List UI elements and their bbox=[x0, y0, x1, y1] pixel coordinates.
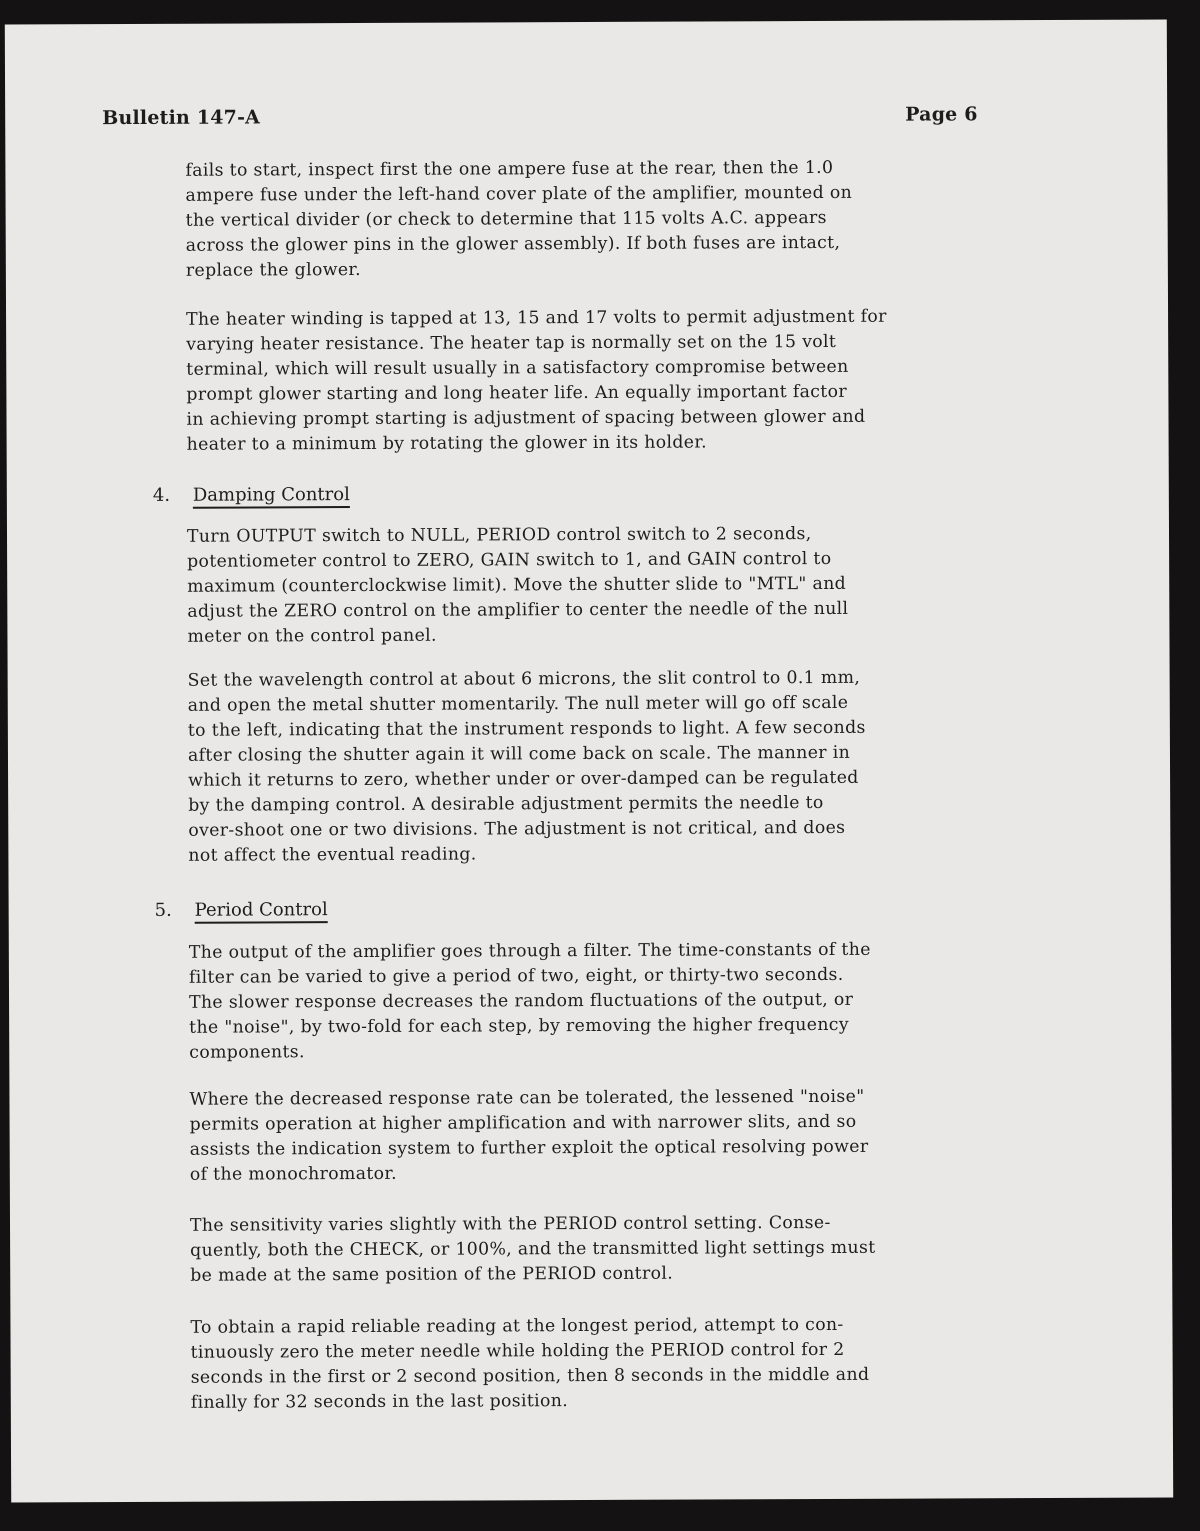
paragraph-wavelength-setting bbox=[188, 665, 1069, 869]
text-line: seconds in the first or 2 second position, then 8 seconds in the middle and bbox=[190, 1364, 870, 1388]
text-line: permits operation at higher amplification and with narrower slits, and so bbox=[189, 1111, 857, 1135]
text-line: quently, both the CHECK, or 100%, and the transmitted light settings must bbox=[190, 1237, 876, 1261]
section-heading-damping-control bbox=[153, 482, 350, 508]
text-line: Where the decreased response rate can be tolerated, the lessened "noise" bbox=[189, 1086, 865, 1110]
text-line: be made at the same position of the PERIOD control. bbox=[190, 1263, 674, 1286]
text-line: assists the indication system to further exploit the optical resolving power bbox=[189, 1136, 869, 1160]
text-line: The output of the amplifier goes through a filter. The time-constants of the bbox=[188, 939, 871, 963]
paragraph-filter-output bbox=[189, 937, 1070, 1066]
paragraph-rapid-reading bbox=[190, 1312, 1070, 1416]
scanned-page bbox=[5, 19, 1173, 1502]
text-line: Turn OUTPUT switch to NULL, PERIOD control switch to 2 seconds, bbox=[186, 524, 812, 547]
text-line: To obtain a rapid reliable reading at the longest period, attempt to con- bbox=[190, 1314, 844, 1338]
text-line: the "noise", by two-fold for each step, by removing the higher frequency bbox=[189, 1014, 849, 1038]
section-heading-period-control bbox=[155, 897, 328, 923]
page-number: Page 6 bbox=[905, 103, 978, 126]
text-line: by the damping control. A desirable adjustment permits the needle to bbox=[188, 792, 824, 816]
text-line: heater to a minimum by rotating the glower in its holder. bbox=[186, 432, 707, 455]
text-line: terminal, which will result usually in a satisfactory compromise between bbox=[186, 356, 849, 380]
text-line: prompt glower starting and long heater life. An equally important factor bbox=[186, 381, 847, 405]
text-line: not affect the eventual reading. bbox=[188, 844, 477, 866]
text-line: The sensitivity varies slightly with the PERIOD control setting. Conse- bbox=[189, 1212, 831, 1236]
section-number: 4. bbox=[152, 484, 171, 506]
paragraph-damping-setup bbox=[187, 521, 1068, 650]
paragraph-sensitivity bbox=[190, 1210, 1070, 1289]
text-line: fails to start, inspect first the one ampere fuse at the rear, then the 1.0 bbox=[185, 157, 834, 181]
text-line: maximum (counterclockwise limit). Move the shutter slide to "MTL" and bbox=[187, 573, 847, 597]
bulletin-number: Bulletin 147-A bbox=[102, 106, 261, 130]
text-line: meter on the control panel. bbox=[187, 625, 437, 647]
text-line: tinuously zero the meter needle while holding the PERIOD control for 2 bbox=[190, 1339, 845, 1363]
text-line: over-shoot one or two divisions. The adjustment is not critical, and does bbox=[188, 817, 846, 841]
text-line: potentiometer control to ZERO, GAIN switch to 1, and GAIN control to bbox=[187, 548, 832, 572]
text-line: in achieving prompt starting is adjustment of spacing between glower and bbox=[186, 406, 866, 430]
text-line: adjust the ZERO control on the amplifier to center the needle of the null bbox=[187, 598, 849, 622]
text-line: and open the metal shutter momentarily. The null meter will go off scale bbox=[187, 692, 849, 716]
text-line: ampere fuse under the left-hand cover plate of the amplifier, mounted on bbox=[185, 182, 853, 206]
text-line: across the glower pins in the glower assembly). If both fuses are intact, bbox=[185, 232, 841, 256]
text-line: filter can be varied to give a period of two, eight, or thirty-two seconds. bbox=[188, 964, 844, 988]
text-line: Set the wavelength control at about 6 microns, the slit control to 0.1 mm, bbox=[187, 667, 861, 691]
text-line: after closing the shutter again it will come back on scale. The manner in bbox=[187, 742, 851, 766]
text-line: which it returns to zero, whether under or over-damped can be regulated bbox=[188, 767, 859, 791]
paragraph-reduced-noise bbox=[189, 1084, 1069, 1188]
text-line: to the left, indicating that the instrument responds to light. A few seconds bbox=[187, 717, 866, 741]
section-number: 5. bbox=[154, 899, 172, 921]
text-line: The heater winding is tapped at 13, 15 and 17 volts to permit adjustment for bbox=[186, 306, 887, 330]
text-line: of the monochromator. bbox=[189, 1163, 397, 1185]
text-line: the vertical divider (or check to determine that 115 volts A.C. appears bbox=[185, 207, 827, 231]
text-line: components. bbox=[189, 1042, 305, 1063]
section-title: Damping Control bbox=[192, 484, 350, 506]
text-line: The slower response decreases the random fluctuations of the output, or bbox=[189, 989, 854, 1013]
text-line: replace the glower. bbox=[185, 259, 361, 281]
paragraph-heater-winding bbox=[186, 304, 1067, 458]
section-title: Period Control bbox=[194, 899, 328, 921]
document bbox=[5, 19, 1173, 1502]
text-line: varying heater resistance. The heater tap is normally set on the 15 volt bbox=[186, 331, 837, 355]
paragraph-glower-fuses bbox=[185, 155, 1066, 284]
text-line: finally for 32 seconds in the last position. bbox=[190, 1391, 569, 1413]
